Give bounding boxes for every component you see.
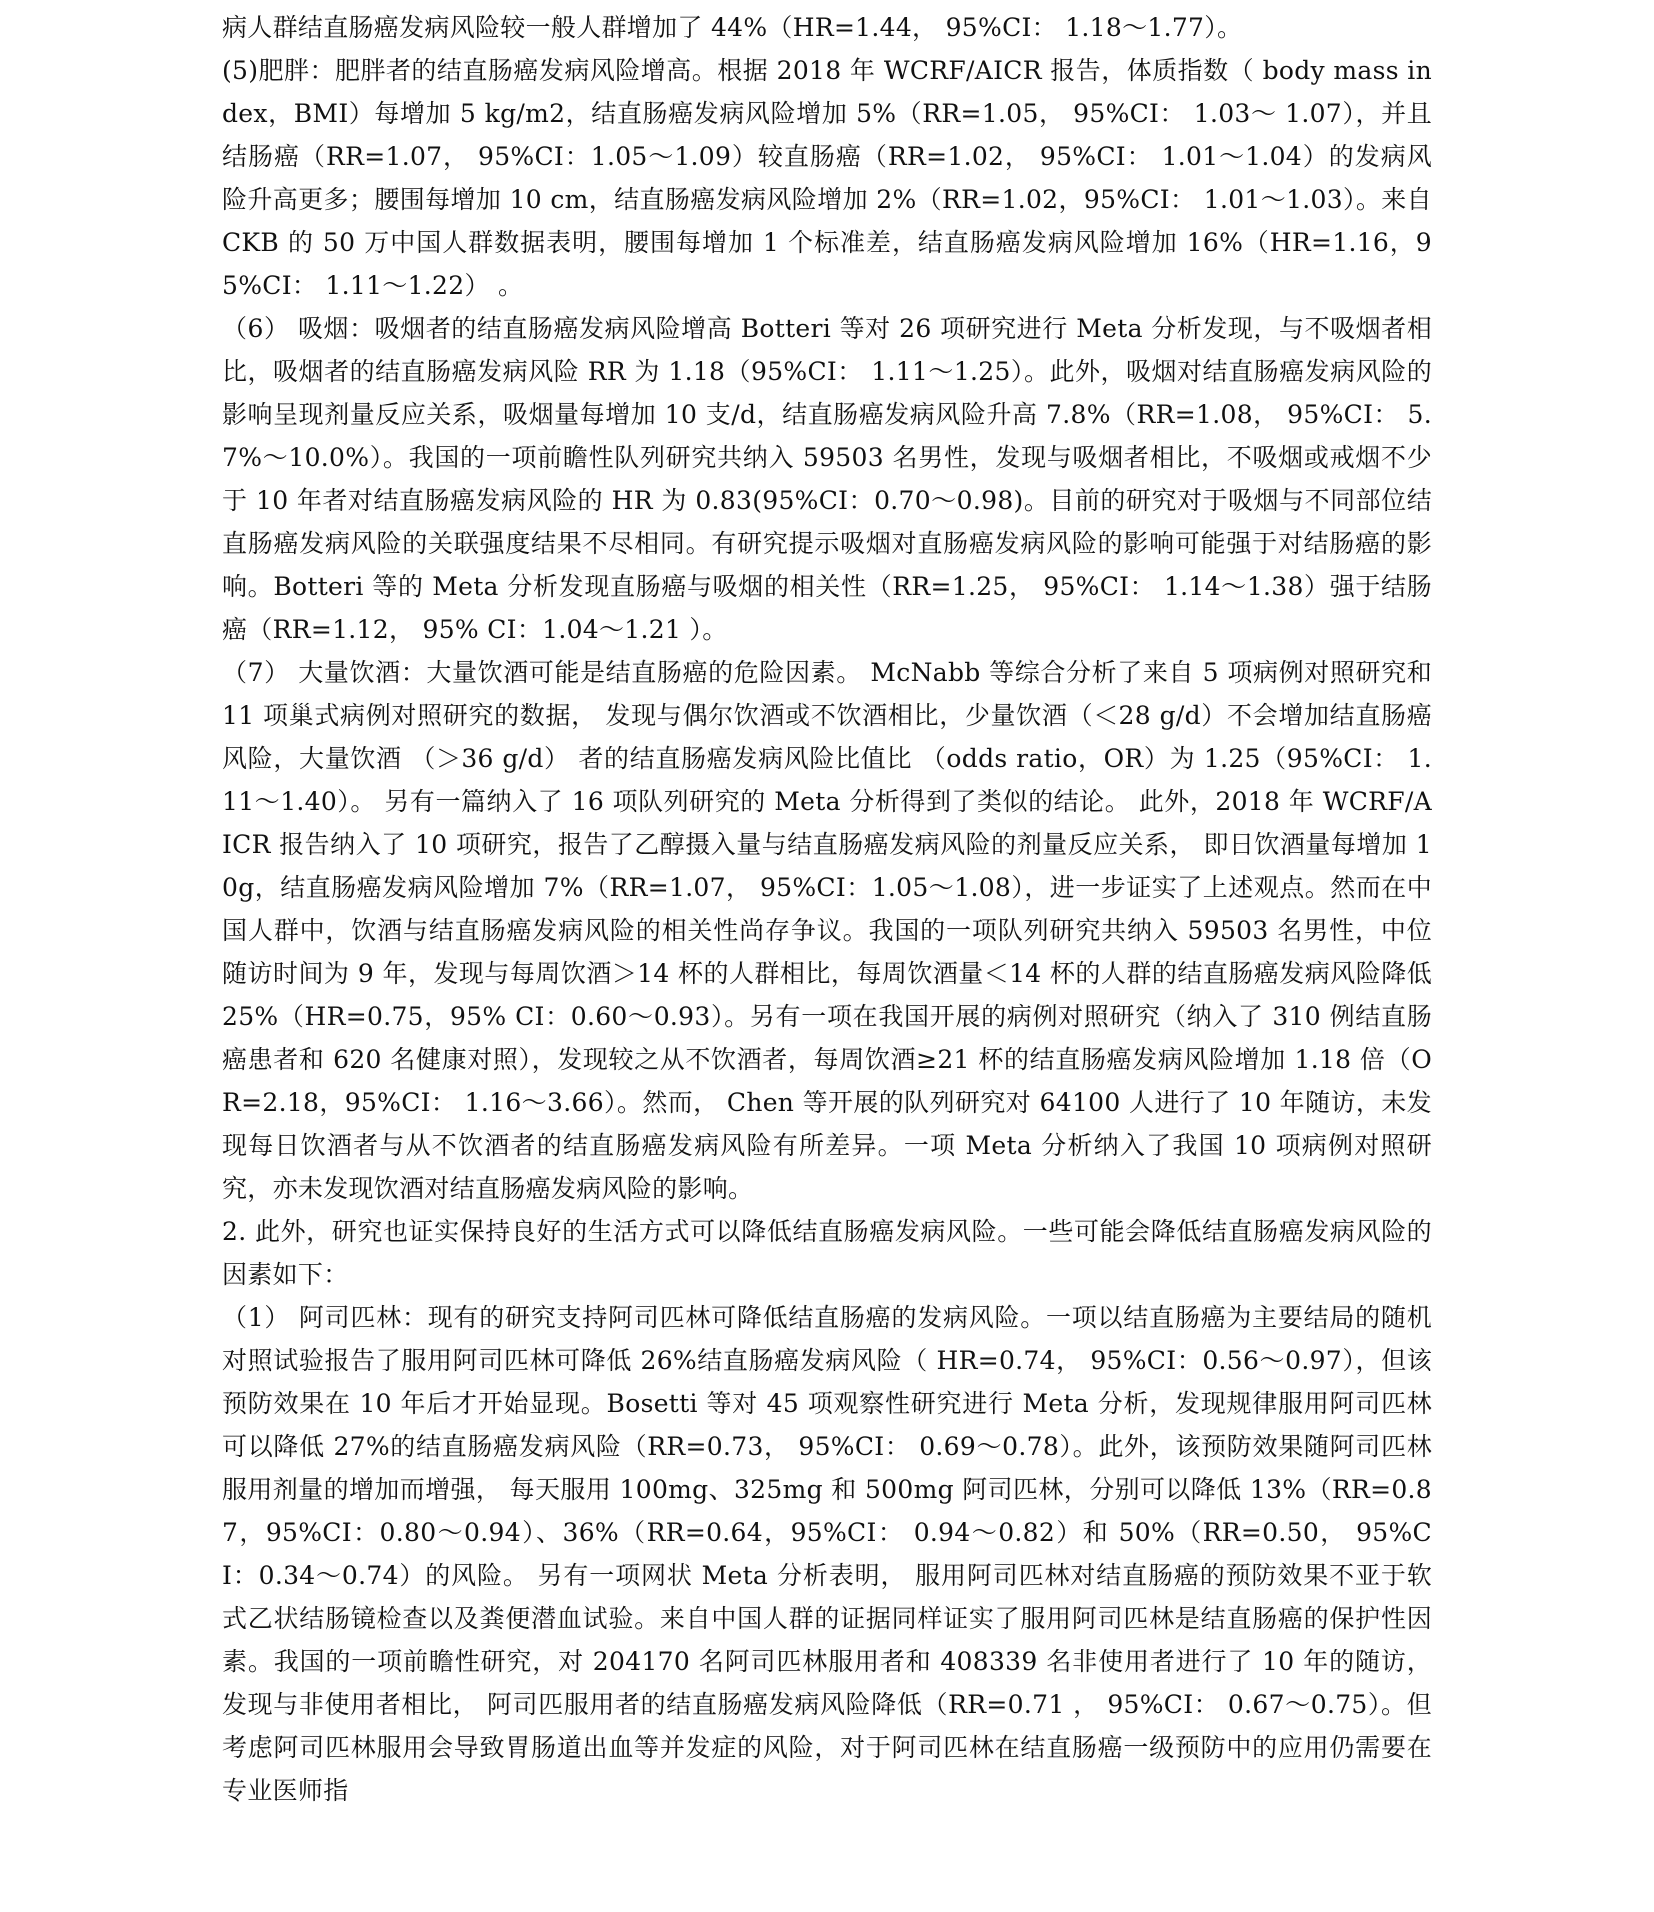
paragraph-continuation: 病人群结直肠癌发病风险较一般人群增加了 44%（HR=1.44， 95%CI： 1.18～1.77）。 bbox=[222, 13, 1243, 42]
paragraph-smoking: （6） 吸烟：吸烟者的结直肠癌发病风险增高 Botteri 等对 26 项研究进行 Meta 分析发现，与不吸烟者相比，吸烟者的结直肠癌发病风险 RR 为 1.18（95%CI： 1.11～1.25）。此外，吸烟对结直肠癌发病风险的影响呈现剂量反应关系，吸烟量每增加 10 支/d，结直肠癌发病风险升高 7.8%（RR=1.08， 95%CI： 5.7%～10.0%）。我国的一项前瞻性队列研究共纳入 59503 名男性，发现与吸烟者相比，不吸烟或戒烟不少于 10 年者对结直肠癌发病风险的 HR 为 0.83(95%CI：0.70～0.98)。目前的研究对于吸烟与不同部位结直肠癌发病风险的关联强度结果不尽相同。有研究提示吸烟对直肠癌发病风险的影响可能强于对结肠癌的影响。Botteri 等的 Meta 分析发现直肠癌与吸烟的相关性（RR=1.25， 95%CI： 1.14～1.38）强于结肠癌（RR=1.12， 95% CI：1.04～1.21 ）。 bbox=[222, 314, 1432, 644]
paragraph-alcohol: （7） 大量饮酒：大量饮酒可能是结直肠癌的危险因素。 McNabb 等综合分析了来自 5 项病例对照研究和 11 项巢式病例对照研究的数据， 发现与偶尔饮酒或不饮酒相比，少量饮酒（＜28 g/d）不会增加结直肠癌风险，大量饮酒 （＞36 g/d） 者的结直肠癌发病风险比值比 （odds ratio，OR）为 1.25（95%CI： 1.11～1.40）。 另有一篇纳入了 16 项队列研究的 Meta 分析得到了类似的结论。 此外，2018 年 WCRF/AICR 报告纳入了 10 项研究，报告了乙醇摄入量与结直肠癌发病风险的剂量反应关系， 即日饮酒量每增加 10g，结直肠癌发病风险增加 7%（RR=1.07， 95%CI：1.05～1.08），进一步证实了上述观点。然而在中国人群中，饮酒与结直肠癌发病风险的相关性尚存争议。我国的一项队列研究共纳入 59503 名男性，中位随访时间为 9 年，发现与每周饮酒＞14 杯的人群相比，每周饮酒量＜14 杯的人群的结直肠癌发病风险降低 25%（HR=0.75，95% CI：0.60～0.93）。另有一项在我国开展的病例对照研究（纳入了 310 例结直肠癌患者和 620 名健康对照），发现较之从不饮酒者，每周饮酒≥21 杯的结直肠癌发病风险增加 1.18 倍（OR=2.18，95%CI： 1.16～3.66）。然而， Chen 等开展的队列研究对 64100 人进行了 10 年随访，未发现每日饮酒者与从不饮酒者的结直肠癌发病风险有所差异。一项 Meta 分析纳入了我国 10 项病例对照研究，亦未发现饮酒对结直肠癌发病风险的影响。 bbox=[222, 658, 1432, 1203]
paragraph-aspirin: （1） 阿司匹林：现有的研究支持阿司匹林可降低结直肠癌的发病风险。一项以结直肠癌为主要结局的随机对照试验报告了服用阿司匹林可降低 26%结直肠癌发病风险（ HR=0.74， 95%CI：0.56～0.97），但该预防效果在 10 年后才开始显现。Bosetti 等对 45 项观察性研究进行 Meta 分析，发现规律服用阿司匹林可以降低 27%的结直肠癌发病风险（RR=0.73， 95%CI： 0.69～0.78）。此外，该预防效果随阿司匹林服用剂量的增加而增强， 每天服用 100mg、325mg 和 500mg 阿司匹林，分别可以降低 13%（RR=0.87，95%CI：0.80～0.94）、36%（RR=0.64，95%CI： 0.94～0.82）和 50%（RR=0.50， 95%CI：0.34～0.74）的风险。 另有一项网状 Meta 分析表明， 服用阿司匹林对结直肠癌的预防效果不亚于软式乙状结肠镜检查以及粪便潜血试验。来自中国人群的证据同样证实了服用阿司匹林是结直肠癌的保护性因素。我国的一项前瞻性研究，对 204170 名阿司匹林服用者和 408339 名非使用者进行了 10 年的随访，发现与非使用者相比， 阿司匹服用者的结直肠癌发病风险降低（RR=0.71 ， 95%CI： 0.67～0.75）。但考虑阿司匹林服用会导致胃肠道出血等并发症的风险，对于阿司匹林在结直肠癌一级预防中的应用仍需要在专业医师指 bbox=[222, 1303, 1432, 1805]
paragraph-protective-intro: 2. 此外，研究也证实保持良好的生活方式可以降低结直肠癌发病风险。一些可能会降低结直肠癌发病风险的因素如下： bbox=[222, 1217, 1432, 1289]
paragraph-obesity: (5)肥胖：肥胖者的结直肠癌发病风险增高。根据 2018 年 WCRF/AICR 报告，体质指数（ body mass index，BMI）每增加 5 kg/m2，结直肠癌发病风险增加 5%（RR=1.05， 95%CI： 1.03～ 1.07），并且结肠癌（RR=1.07， 95%CI：1.05～1.09）较直肠癌（RR=1.02， 95%CI： 1.01～1.04）的发病风险升高更多；腰围每增加 10 cm，结直肠癌发病风险增加 2%（RR=1.02，95%CI： 1.01～1.03）。来自 CKB 的 50 万中国人群数据表明，腰围每增加 1 个标准差，结直肠癌发病风险增加 16%（HR=1.16，95%CI： 1.11～1.22） 。 bbox=[222, 56, 1432, 300]
document-page bbox=[222, 6, 1432, 1812]
